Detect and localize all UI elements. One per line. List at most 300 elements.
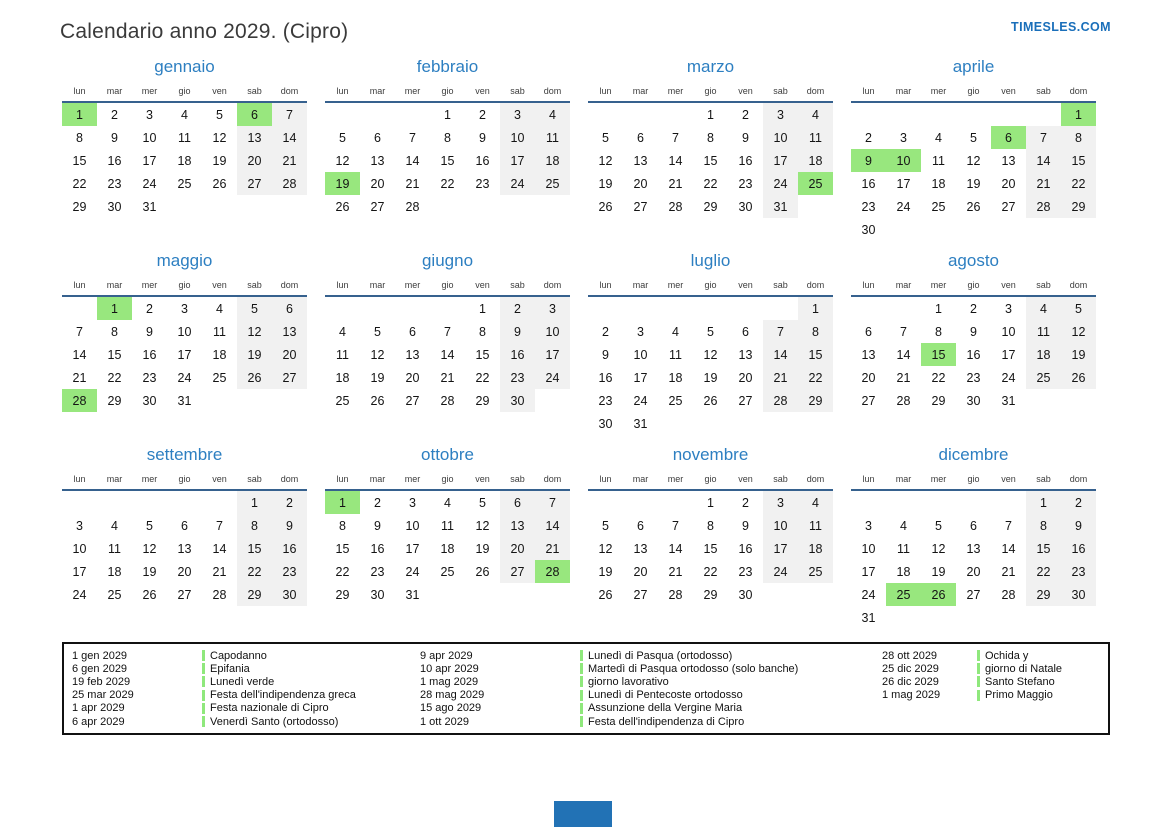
day-cell: 29 <box>1026 583 1061 606</box>
day-cell-holiday: 25 <box>798 172 833 195</box>
day-cell-empty <box>272 389 307 412</box>
day-cell: 25 <box>1026 366 1061 389</box>
day-cell: 21 <box>72 370 87 385</box>
legend-item <box>977 662 1108 675</box>
weekday-header: dom <box>280 473 299 484</box>
day-cell: 9 <box>970 324 977 339</box>
legend-date: 1 gen 2029 <box>72 649 128 662</box>
day-cell: 1 <box>237 490 272 514</box>
day-cell-holiday: 1 <box>1061 102 1096 126</box>
legend-item-label: Santo Stefano <box>985 675 1055 688</box>
holiday-marker-icon <box>580 676 583 687</box>
day-cell-empty <box>588 296 623 320</box>
day-cell: 10 <box>72 541 87 556</box>
day-cell: 27 <box>861 393 876 408</box>
weekday-header: lun <box>336 279 349 290</box>
legend-item-label: Epifania <box>210 662 250 675</box>
day-cell: 1 <box>707 495 714 510</box>
day-cell: 29 <box>107 393 122 408</box>
day-cell: 3 <box>500 102 535 126</box>
day-cell: 25 <box>335 393 350 408</box>
legend-item <box>202 689 420 702</box>
day-cell: 12 <box>931 541 946 556</box>
day-cell: 23 <box>966 370 981 385</box>
day-cell-empty <box>167 490 202 514</box>
weekday-header: mar <box>632 279 649 290</box>
day-cell: 20 <box>405 370 420 385</box>
day-cell: 16 <box>1061 537 1096 560</box>
day-cell-empty <box>325 102 360 126</box>
day-cell: 18 <box>107 564 122 579</box>
day-cell: 14 <box>535 514 570 537</box>
day-cell-empty <box>62 490 97 514</box>
day-cell: 13 <box>633 541 648 556</box>
day-cell: 26 <box>1061 366 1096 389</box>
month-ottobre <box>325 445 570 635</box>
weekday-header: gio <box>704 473 717 484</box>
weekday-header: dom <box>806 85 825 96</box>
day-cell: 19 <box>703 370 718 385</box>
day-cell-holiday: 28 <box>535 560 570 583</box>
day-cell: 19 <box>142 564 157 579</box>
day-cell-empty <box>991 102 1026 126</box>
day-cell: 21 <box>668 176 683 191</box>
day-cell: 20 <box>272 343 307 366</box>
day-cell: 4 <box>111 518 118 533</box>
day-cell: 22 <box>107 370 122 385</box>
day-cell-empty <box>956 218 991 241</box>
day-cell: 4 <box>181 107 188 122</box>
weekday-header: sab <box>1036 473 1051 484</box>
legend-date: 6 gen 2029 <box>72 662 128 675</box>
day-cell-holiday: 19 <box>325 172 360 195</box>
day-cell: 20 <box>861 370 876 385</box>
day-cell-holiday: 10 <box>886 149 921 172</box>
day-cell: 1 <box>935 301 942 316</box>
day-cell-empty <box>991 606 1026 629</box>
day-cell-empty <box>658 102 693 126</box>
day-cell: 26 <box>212 176 227 191</box>
day-cell: 28 <box>668 199 683 214</box>
day-cell: 1 <box>444 107 451 122</box>
day-cell: 12 <box>475 518 490 533</box>
day-cell: 17 <box>633 370 648 385</box>
weekday-header-row <box>325 471 570 490</box>
weekday-header-row <box>62 277 307 296</box>
weekday-header-row <box>588 277 833 296</box>
day-cell: 16 <box>598 370 613 385</box>
day-cell: 5 <box>1061 296 1096 320</box>
day-cell: 9 <box>111 130 118 145</box>
day-cell: 23 <box>738 176 753 191</box>
day-cell: 4 <box>672 324 679 339</box>
day-cell: 6 <box>409 324 416 339</box>
day-cell: 31 <box>861 610 876 625</box>
day-cell: 24 <box>535 366 570 389</box>
day-cell-empty <box>97 490 132 514</box>
day-cell: 3 <box>763 102 798 126</box>
day-cell: 17 <box>500 149 535 172</box>
day-cell-empty <box>623 102 658 126</box>
legend-item-label: Lunedì verde <box>210 675 275 688</box>
weekday-header: dom <box>543 279 562 290</box>
day-cell: 22 <box>1061 172 1096 195</box>
day-cell: 23 <box>598 393 613 408</box>
month-title: dicembre <box>938 445 1009 464</box>
legend-date: 28 mag 2029 <box>420 689 485 702</box>
day-cell: 10 <box>633 347 648 362</box>
day-cell: 2 <box>970 301 977 316</box>
day-cell: 9 <box>742 130 749 145</box>
weekday-header: dom <box>1069 279 1088 290</box>
weekday-header: sab <box>510 279 525 290</box>
day-cell: 16 <box>500 343 535 366</box>
day-cell: 14 <box>440 347 455 362</box>
day-cell: 6 <box>742 324 749 339</box>
legend-date: 26 dic 2029 <box>882 675 939 688</box>
day-cell: 19 <box>212 153 227 168</box>
day-cell-holiday: 9 <box>851 149 886 172</box>
day-cell: 27 <box>1001 199 1016 214</box>
legend-date: 10 apr 2029 <box>420 662 479 675</box>
day-cell: 20 <box>500 537 535 560</box>
day-cell: 31 <box>763 195 798 218</box>
weekday-header: sab <box>1036 85 1051 96</box>
day-cell: 15 <box>475 347 490 362</box>
month-title: settembre <box>146 445 223 464</box>
weekday-header: lun <box>599 279 612 290</box>
day-cell: 2 <box>479 107 486 122</box>
weekday-header: sab <box>773 473 788 484</box>
weekday-header: ven <box>475 473 490 484</box>
day-cell: 5 <box>146 518 153 533</box>
day-cell: 19 <box>598 176 613 191</box>
day-cell: 3 <box>181 301 188 316</box>
day-cell: 22 <box>475 370 490 385</box>
day-cell: 30 <box>598 416 613 431</box>
day-cell: 1 <box>1026 490 1061 514</box>
day-cell: 28 <box>668 587 683 602</box>
day-cell: 5 <box>374 324 381 339</box>
weekday-header: mer <box>930 279 947 290</box>
day-cell-holiday: 6 <box>237 102 272 126</box>
day-cell: 16 <box>738 153 753 168</box>
day-cell: 10 <box>405 518 420 533</box>
legend-item <box>977 675 1108 688</box>
weekday-header: mar <box>895 279 912 290</box>
day-cell: 22 <box>703 564 718 579</box>
day-cell-holiday: 1 <box>325 490 360 514</box>
day-cell: 5 <box>216 107 223 122</box>
day-cell: 23 <box>475 176 490 191</box>
legend-item-label: Capodanno <box>210 649 267 662</box>
day-cell: 7 <box>672 518 679 533</box>
day-cell-empty <box>1026 606 1061 629</box>
weekday-header: gio <box>441 85 454 96</box>
day-cell: 3 <box>146 107 153 122</box>
day-cell: 30 <box>738 587 753 602</box>
weekday-header: mer <box>141 279 158 290</box>
day-cell: 3 <box>865 518 872 533</box>
day-cell: 10 <box>142 130 157 145</box>
day-cell: 5 <box>935 518 942 533</box>
day-cell: 22 <box>798 366 833 389</box>
day-cell: 21 <box>763 366 798 389</box>
legend-item <box>580 715 882 728</box>
month-title: maggio <box>156 251 213 270</box>
day-cell: 22 <box>335 564 350 579</box>
day-cell: 11 <box>535 126 570 149</box>
month-title: ottobre <box>421 445 474 464</box>
day-cell-empty <box>956 102 991 126</box>
holiday-marker-icon <box>202 676 205 687</box>
day-cell: 13 <box>237 126 272 149</box>
months-grid <box>62 57 1169 635</box>
legend-date: 19 feb 2029 <box>72 675 131 688</box>
day-cell: 25 <box>177 176 192 191</box>
day-cell-holiday: 15 <box>921 343 956 366</box>
day-cell-empty <box>693 296 728 320</box>
day-cell: 6 <box>970 518 977 533</box>
weekday-header-row <box>588 471 833 490</box>
day-cell: 15 <box>703 153 718 168</box>
weekday-header: mar <box>895 473 912 484</box>
weekday-header: ven <box>475 85 490 96</box>
day-cell: 24 <box>177 370 192 385</box>
day-cell-empty <box>851 296 886 320</box>
month-title: aprile <box>952 57 995 76</box>
day-cell: 4 <box>339 324 346 339</box>
day-cell: 25 <box>107 587 122 602</box>
weekday-header: gio <box>967 85 980 96</box>
day-cell: 18 <box>212 347 227 362</box>
day-cell: 26 <box>237 366 272 389</box>
day-cell: 23 <box>272 560 307 583</box>
day-cell: 8 <box>479 324 486 339</box>
day-cell: 3 <box>535 296 570 320</box>
month-table <box>325 277 570 412</box>
day-cell-empty <box>728 296 763 320</box>
day-cell: 28 <box>440 393 455 408</box>
weekday-header: dom <box>806 279 825 290</box>
weekday-header: gio <box>967 473 980 484</box>
day-cell: 16 <box>475 153 490 168</box>
day-cell: 8 <box>798 320 833 343</box>
day-cell-empty <box>1061 389 1096 412</box>
weekday-header-row <box>851 471 1096 490</box>
month-table <box>62 277 307 412</box>
day-cell: 11 <box>213 324 226 339</box>
weekday-header: ven <box>212 85 227 96</box>
day-cell-empty <box>395 102 430 126</box>
day-cell: 4 <box>444 495 451 510</box>
page-title: Calendario anno 2029. (Cipro) <box>60 20 349 43</box>
day-cell-empty <box>763 583 798 606</box>
day-cell: 30 <box>500 389 535 412</box>
holiday-marker-icon <box>202 650 205 661</box>
day-cell: 15 <box>107 347 122 362</box>
day-cell: 25 <box>212 370 227 385</box>
day-cell-holiday: 26 <box>921 583 956 606</box>
day-cell: 14 <box>1026 149 1061 172</box>
day-cell: 7 <box>900 324 907 339</box>
weekday-header: ven <box>475 279 490 290</box>
legend-item-label: Venerdì Santo (ortodosso) <box>210 715 339 728</box>
day-cell: 4 <box>935 130 942 145</box>
weekday-header: dom <box>280 279 299 290</box>
weekday-header: ven <box>1001 279 1016 290</box>
day-cell-empty <box>658 490 693 514</box>
day-cell: 16 <box>966 347 981 362</box>
legend-item-label: giorno di Natale <box>985 662 1063 675</box>
holiday-marker-icon <box>580 663 583 674</box>
weekday-header: sab <box>773 279 788 290</box>
day-cell: 12 <box>335 153 350 168</box>
day-cell: 26 <box>335 199 350 214</box>
holiday-marker-icon <box>580 650 583 661</box>
weekday-header: gio <box>967 279 980 290</box>
day-cell-empty <box>132 490 167 514</box>
day-cell: 26 <box>475 564 490 579</box>
weekday-header: lun <box>599 85 612 96</box>
weekday-header: ven <box>1001 473 1016 484</box>
day-cell: 28 <box>1026 195 1061 218</box>
day-cell: 28 <box>763 389 798 412</box>
legend-dates-column <box>72 649 202 728</box>
day-cell: 18 <box>177 153 192 168</box>
day-cell: 29 <box>335 587 350 602</box>
holiday-marker-icon <box>580 716 583 727</box>
day-cell-empty <box>202 490 237 514</box>
day-cell: 10 <box>861 541 876 556</box>
day-cell: 22 <box>72 176 87 191</box>
month-title: agosto <box>947 251 1000 270</box>
day-cell: 28 <box>212 587 227 602</box>
weekday-header: ven <box>738 473 753 484</box>
legend-date: 15 ago 2029 <box>420 702 482 715</box>
day-cell-empty <box>430 195 465 218</box>
day-cell: 6 <box>500 490 535 514</box>
month-table <box>851 83 1096 241</box>
day-cell: 24 <box>72 587 87 602</box>
legend-item <box>202 662 420 675</box>
day-cell: 21 <box>535 537 570 560</box>
weekday-header: mar <box>895 85 912 96</box>
weekday-header: lun <box>73 279 86 290</box>
legend-date: 9 apr 2029 <box>420 649 473 662</box>
day-cell: 15 <box>237 537 272 560</box>
weekday-header-row <box>325 83 570 102</box>
day-cell-empty <box>623 490 658 514</box>
day-cell-empty <box>535 195 570 218</box>
weekday-header-row <box>62 83 307 102</box>
month-aprile <box>851 57 1096 247</box>
day-cell: 10 <box>763 126 798 149</box>
day-cell: 18 <box>335 370 350 385</box>
legend-item-label: Festa nazionale di Cipro <box>210 702 329 715</box>
weekday-header: mer <box>404 279 421 290</box>
day-cell: 4 <box>216 301 223 316</box>
weekday-header: dom <box>1069 85 1088 96</box>
day-cell: 7 <box>763 320 798 343</box>
day-cell: 13 <box>966 541 981 556</box>
day-cell: 15 <box>1061 149 1096 172</box>
day-cell: 1 <box>479 301 486 316</box>
day-cell: 15 <box>703 541 718 556</box>
day-cell: 31 <box>405 587 420 602</box>
weekday-header: dom <box>543 473 562 484</box>
legend-item-label: Lunedì di Pentecoste ortodosso <box>588 689 743 702</box>
day-cell: 28 <box>405 199 420 214</box>
weekday-header: lun <box>862 279 875 290</box>
day-cell: 23 <box>738 564 753 579</box>
day-cell: 4 <box>535 102 570 126</box>
day-cell-empty <box>851 102 886 126</box>
day-cell: 30 <box>142 393 157 408</box>
day-cell: 2 <box>272 490 307 514</box>
day-cell: 26 <box>703 393 718 408</box>
legend-item <box>580 662 882 675</box>
weekday-header-row <box>851 277 1096 296</box>
day-cell: 23 <box>1061 560 1096 583</box>
day-cell: 16 <box>272 537 307 560</box>
legend-item-label: Festa dell'indipendenza greca <box>210 689 356 702</box>
day-cell: 5 <box>602 130 609 145</box>
day-cell: 9 <box>146 324 153 339</box>
day-cell: 11 <box>798 126 833 149</box>
day-cell: 18 <box>798 149 833 172</box>
day-cell: 7 <box>535 490 570 514</box>
day-cell: 3 <box>637 324 644 339</box>
holiday-marker-icon <box>977 650 980 661</box>
day-cell: 22 <box>440 176 455 191</box>
month-title: febbraio <box>416 57 479 76</box>
day-cell: 13 <box>370 153 385 168</box>
day-cell-empty <box>886 296 921 320</box>
day-cell: 25 <box>440 564 455 579</box>
day-cell: 19 <box>475 541 490 556</box>
holiday-marker-icon <box>580 703 583 714</box>
day-cell: 22 <box>703 176 718 191</box>
day-cell: 16 <box>861 176 876 191</box>
day-cell: 24 <box>896 199 911 214</box>
day-cell: 20 <box>1001 176 1016 191</box>
day-cell-empty <box>991 490 1026 514</box>
month-table <box>325 83 570 218</box>
day-cell-holiday: 28 <box>62 389 97 412</box>
day-cell: 16 <box>107 153 122 168</box>
day-cell: 19 <box>237 343 272 366</box>
day-cell: 19 <box>370 370 385 385</box>
day-cell: 14 <box>405 153 420 168</box>
weekday-header-row <box>325 277 570 296</box>
day-cell: 8 <box>111 324 118 339</box>
day-cell-empty <box>202 389 237 412</box>
site-link[interactable]: TIMESLES.COM <box>1011 20 1111 34</box>
day-cell: 21 <box>405 176 420 191</box>
weekday-header: mer <box>667 473 684 484</box>
day-cell: 18 <box>896 564 911 579</box>
weekday-header: sab <box>510 85 525 96</box>
day-cell: 7 <box>672 130 679 145</box>
weekday-header: dom <box>280 85 299 96</box>
day-cell-empty <box>430 296 465 320</box>
day-cell: 13 <box>405 347 420 362</box>
weekday-header: mer <box>667 279 684 290</box>
day-cell: 6 <box>637 518 644 533</box>
day-cell-empty <box>623 296 658 320</box>
day-cell: 29 <box>475 393 490 408</box>
